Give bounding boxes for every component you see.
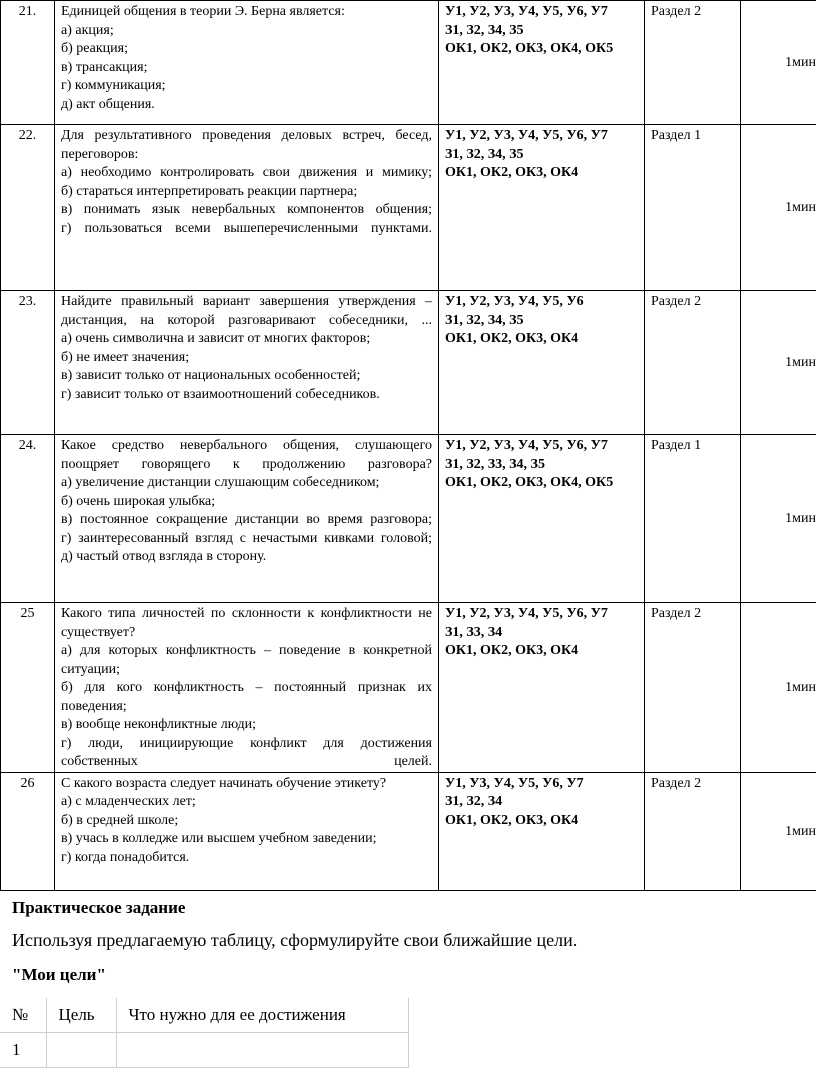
section-label: Раздел 2	[645, 603, 741, 773]
answer-option: г) люди, инициирующие конфликт для достижения собственных целей.	[61, 735, 432, 769]
answer-option: в) трансакция;	[61, 59, 148, 75]
competency-codes: ОК1, ОК2, ОК3, ОК4, ОК5	[445, 475, 614, 490]
knowledge-codes: З1, З2, З4, З5	[445, 22, 524, 38]
question-text	[55, 603, 439, 773]
answer-option: в) учась в колледже или высшем учебном заведении;	[61, 831, 377, 846]
answer-option: б) стараться интерпретировать реакции партнера;	[61, 183, 358, 199]
competencies-cell	[439, 1, 645, 125]
question-row	[1, 1, 816, 125]
answer-option: а) для которых конфликтность – поведение в конкретной ситуации;	[61, 643, 432, 677]
competencies-cell	[439, 291, 645, 435]
competency-codes: ОК1, ОК2, ОК3, ОК4	[445, 331, 579, 346]
answer-option: в) понимать язык невербальных компонентов общения;	[61, 202, 432, 217]
question-prompt: Единицей общения в теории Э. Берна является:	[61, 4, 345, 19]
competency-codes: ОК1, ОК2, ОК3, ОК4	[445, 812, 579, 828]
goals-cell-requirements[interactable]	[116, 1033, 408, 1068]
question-row	[1, 435, 816, 603]
answer-option: а) акция;	[61, 22, 114, 38]
goals-col-requirements: Что нужно для ее достижения	[116, 998, 408, 1033]
answer-option: г) пользоваться всеми вышеперечисленными пунктами.	[61, 220, 432, 236]
answer-option: г) зависит только от взаимоотношений собеседников.	[61, 386, 380, 402]
answer-option: а) очень символична и зависит от многих факторов;	[61, 331, 371, 346]
answer-option: б) очень широкая улыбка;	[61, 493, 216, 509]
knowledge-codes: З1, З2, З4, З5	[445, 312, 524, 328]
question-number: 25	[1, 603, 55, 773]
question-text	[55, 1, 439, 125]
question-number: 21.	[1, 1, 55, 125]
question-prompt: Найдите правильный вариант завершения утверждения – дистанция, на которой разговаривают собеседники, ...	[61, 294, 432, 328]
competency-codes: ОК1, ОК2, ОК3, ОК4, ОК5	[445, 41, 614, 56]
question-prompt: С какого возраста следует начинать обучение этикету?	[61, 775, 387, 791]
question-number: 22.	[1, 125, 55, 291]
knowledge-codes: З1, З2, З4	[445, 794, 503, 809]
question-number: 24.	[1, 435, 55, 603]
answer-option: а) увеличение дистанции слушающим собеседником;	[61, 475, 380, 490]
question-text	[55, 435, 439, 603]
time-limit: 1мин	[741, 435, 816, 603]
question-text	[55, 291, 439, 435]
question-text	[55, 125, 439, 291]
skills-codes: У1, У2, У3, У4, У5, У6, У7	[445, 128, 608, 143]
answer-option: б) реакция;	[61, 41, 128, 56]
skills-codes: У1, У3, У4, У5, У6, У7	[445, 775, 584, 791]
answer-option: г) коммуникация;	[61, 78, 166, 93]
competencies-cell	[439, 772, 645, 890]
question-row	[1, 603, 816, 773]
question-number: 23.	[1, 291, 55, 435]
answer-option: б) в средней школе;	[61, 812, 179, 828]
knowledge-codes: З1, З2, З3, З4, З5	[445, 456, 545, 472]
knowledge-codes: З1, З2, З4, З5	[445, 146, 524, 162]
answer-option: в) вообще неконфликтные люди;	[61, 717, 256, 732]
time-limit: 1мин	[741, 772, 816, 890]
question-row	[1, 125, 816, 291]
section-label: Раздел 2	[645, 772, 741, 890]
section-label: Раздел 2	[645, 1, 741, 125]
question-prompt: Для результативного проведения деловых встреч, бесед, переговоров:	[61, 128, 432, 162]
goals-cell-goal[interactable]	[46, 1033, 116, 1068]
answer-option: а) с младенческих лет;	[61, 794, 196, 809]
competencies-cell	[439, 603, 645, 773]
answer-option: б) не имеет значения;	[61, 349, 190, 365]
knowledge-codes: З1, З3, З4	[445, 624, 503, 640]
answer-option: д) акт общения.	[61, 96, 155, 112]
answer-option: г) заинтересованный взгляд с нечастыми кивками головой;	[61, 530, 432, 546]
answer-option: б) для кого конфликтность – постоянный признак их поведения;	[61, 680, 432, 714]
competencies-cell	[439, 125, 645, 291]
question-prompt: Какое средство невербального общения, слушающего поощряет говорящего к продолжению разговора?	[61, 438, 432, 472]
question-prompt: Какого типа личностей по склонности к конфликтности не существует?	[61, 606, 432, 640]
skills-codes: У1, У2, У3, У4, У5, У6, У7	[445, 606, 608, 621]
practical-task-instruction: Используя предлагаемую таблицу, сформулируйте свои ближайшие цели.	[12, 930, 578, 950]
goals-table	[0, 998, 409, 1068]
question-row	[1, 772, 816, 890]
goals-col-number: №	[0, 998, 46, 1033]
question-number: 26	[1, 772, 55, 890]
time-limit: 1мин	[741, 125, 816, 291]
skills-codes: У1, У2, У3, У4, У5, У6, У7	[445, 4, 608, 19]
section-label: Раздел 1	[645, 435, 741, 603]
goals-table-row	[0, 1033, 408, 1068]
competencies-cell	[439, 435, 645, 603]
answer-option: а) необходимо контролировать свои движения и мимику;	[61, 165, 432, 180]
time-limit: 1мин	[741, 603, 816, 773]
competency-codes: ОК1, ОК2, ОК3, ОК4	[445, 165, 579, 180]
skills-codes: У1, У2, У3, У4, У5, У6	[445, 294, 584, 309]
goals-table-header-row	[0, 998, 408, 1033]
answer-option: д) частый отвод взгляда в сторону.	[61, 549, 267, 564]
time-limit: 1мин	[741, 1, 816, 125]
section-label: Раздел 1	[645, 125, 741, 291]
question-text	[55, 772, 439, 890]
competency-codes: ОК1, ОК2, ОК3, ОК4	[445, 643, 579, 658]
practical-task-heading: Практическое задание	[12, 898, 186, 917]
question-row	[1, 291, 816, 435]
goals-col-goal: Цель	[46, 998, 116, 1033]
answer-option: в) зависит только от национальных особенностей;	[61, 368, 361, 383]
goals-cell-number: 1	[0, 1033, 46, 1068]
goals-table-title: "Мои цели"	[12, 965, 106, 984]
answer-option: в) постоянное сокращение дистанции во время разговора;	[61, 512, 432, 527]
answer-option: г) когда понадобится.	[61, 849, 190, 865]
time-limit: 1мин	[741, 291, 816, 435]
skills-codes: У1, У2, У3, У4, У5, У6, У7	[445, 438, 608, 453]
section-label: Раздел 2	[645, 291, 741, 435]
